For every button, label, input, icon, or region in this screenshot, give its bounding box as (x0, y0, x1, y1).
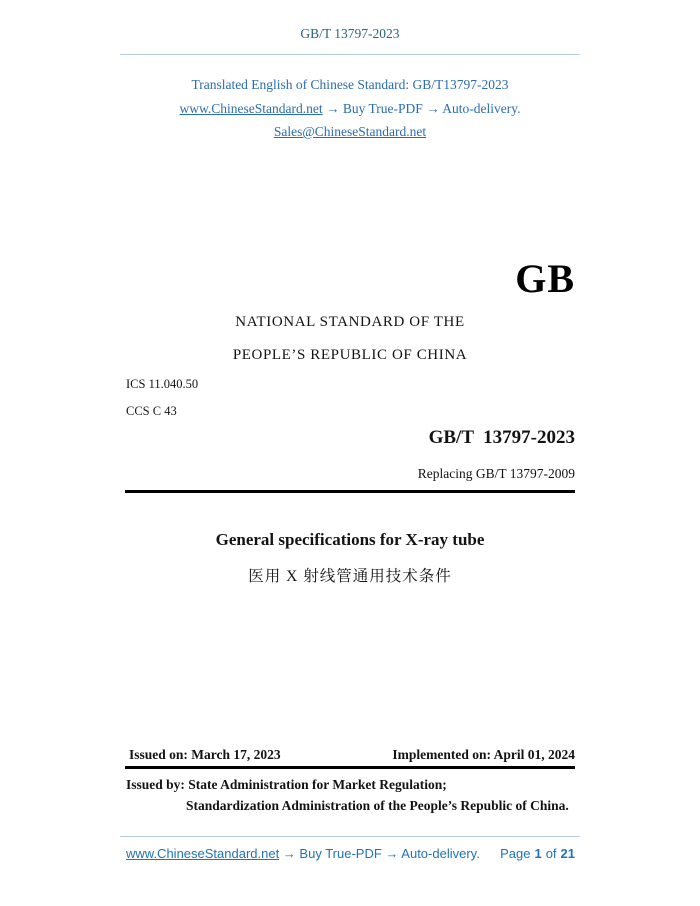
buy-chain-text: → Buy True-PDF → Auto-delivery. (322, 101, 521, 116)
footer-site-link[interactable]: www.ChineseStandard.net (126, 846, 280, 861)
standard-title-english: General specifications for X-ray tube (215, 530, 485, 549)
thick-divider-top (125, 490, 575, 493)
ics-code: ICS 11.040.50 (126, 377, 199, 391)
standard-title-chinese: 医用 X 射线管通用技术条件 (248, 568, 452, 585)
national-standard-line1: NATIONAL STANDARD OF THE (235, 314, 465, 330)
page-indicator (500, 846, 575, 861)
header-divider (120, 54, 580, 55)
page-label: Page (500, 846, 531, 861)
thick-divider-dates (125, 766, 575, 769)
page-of-label: of (545, 846, 557, 861)
page-current: 1 (534, 846, 542, 861)
page-total: 21 (560, 846, 575, 861)
replacing-note: Replacing GB/T 13797-2009 (417, 466, 575, 481)
implemented-on-date: Implemented on: April 01, 2024 (392, 747, 575, 762)
standard-number: GB/T 13797-2023 (428, 427, 575, 448)
footer-buy-chain-text: → Buy True-PDF → Auto-delivery. (279, 846, 480, 861)
translated-standard-line: Translated English of Chinese Standard: GB/T13797-2023 (191, 77, 509, 92)
issued-on-date: Issued on: March 17, 2023 (129, 747, 281, 762)
header-doc-number: GB/T 13797-2023 (300, 26, 400, 41)
site-link[interactable]: www.ChineseStandard.net (179, 101, 323, 116)
issued-by-line2: Standardization Administration of the People’s Republic of China. (186, 798, 569, 813)
gb-logo: GB (515, 256, 575, 301)
issued-by-line1: Issued by: State Administration for Market Regulation; (126, 777, 447, 792)
header-buy-line (0, 101, 700, 117)
sales-email-link[interactable]: Sales@ChineseStandard.net (273, 124, 427, 139)
national-standard-line2: PEOPLE’S REPUBLIC OF CHINA (232, 347, 468, 363)
footer-divider (120, 836, 580, 837)
ccs-code: CCS C 43 (126, 404, 177, 418)
footer-buy-line (126, 846, 480, 861)
header-sales-line (0, 124, 700, 140)
